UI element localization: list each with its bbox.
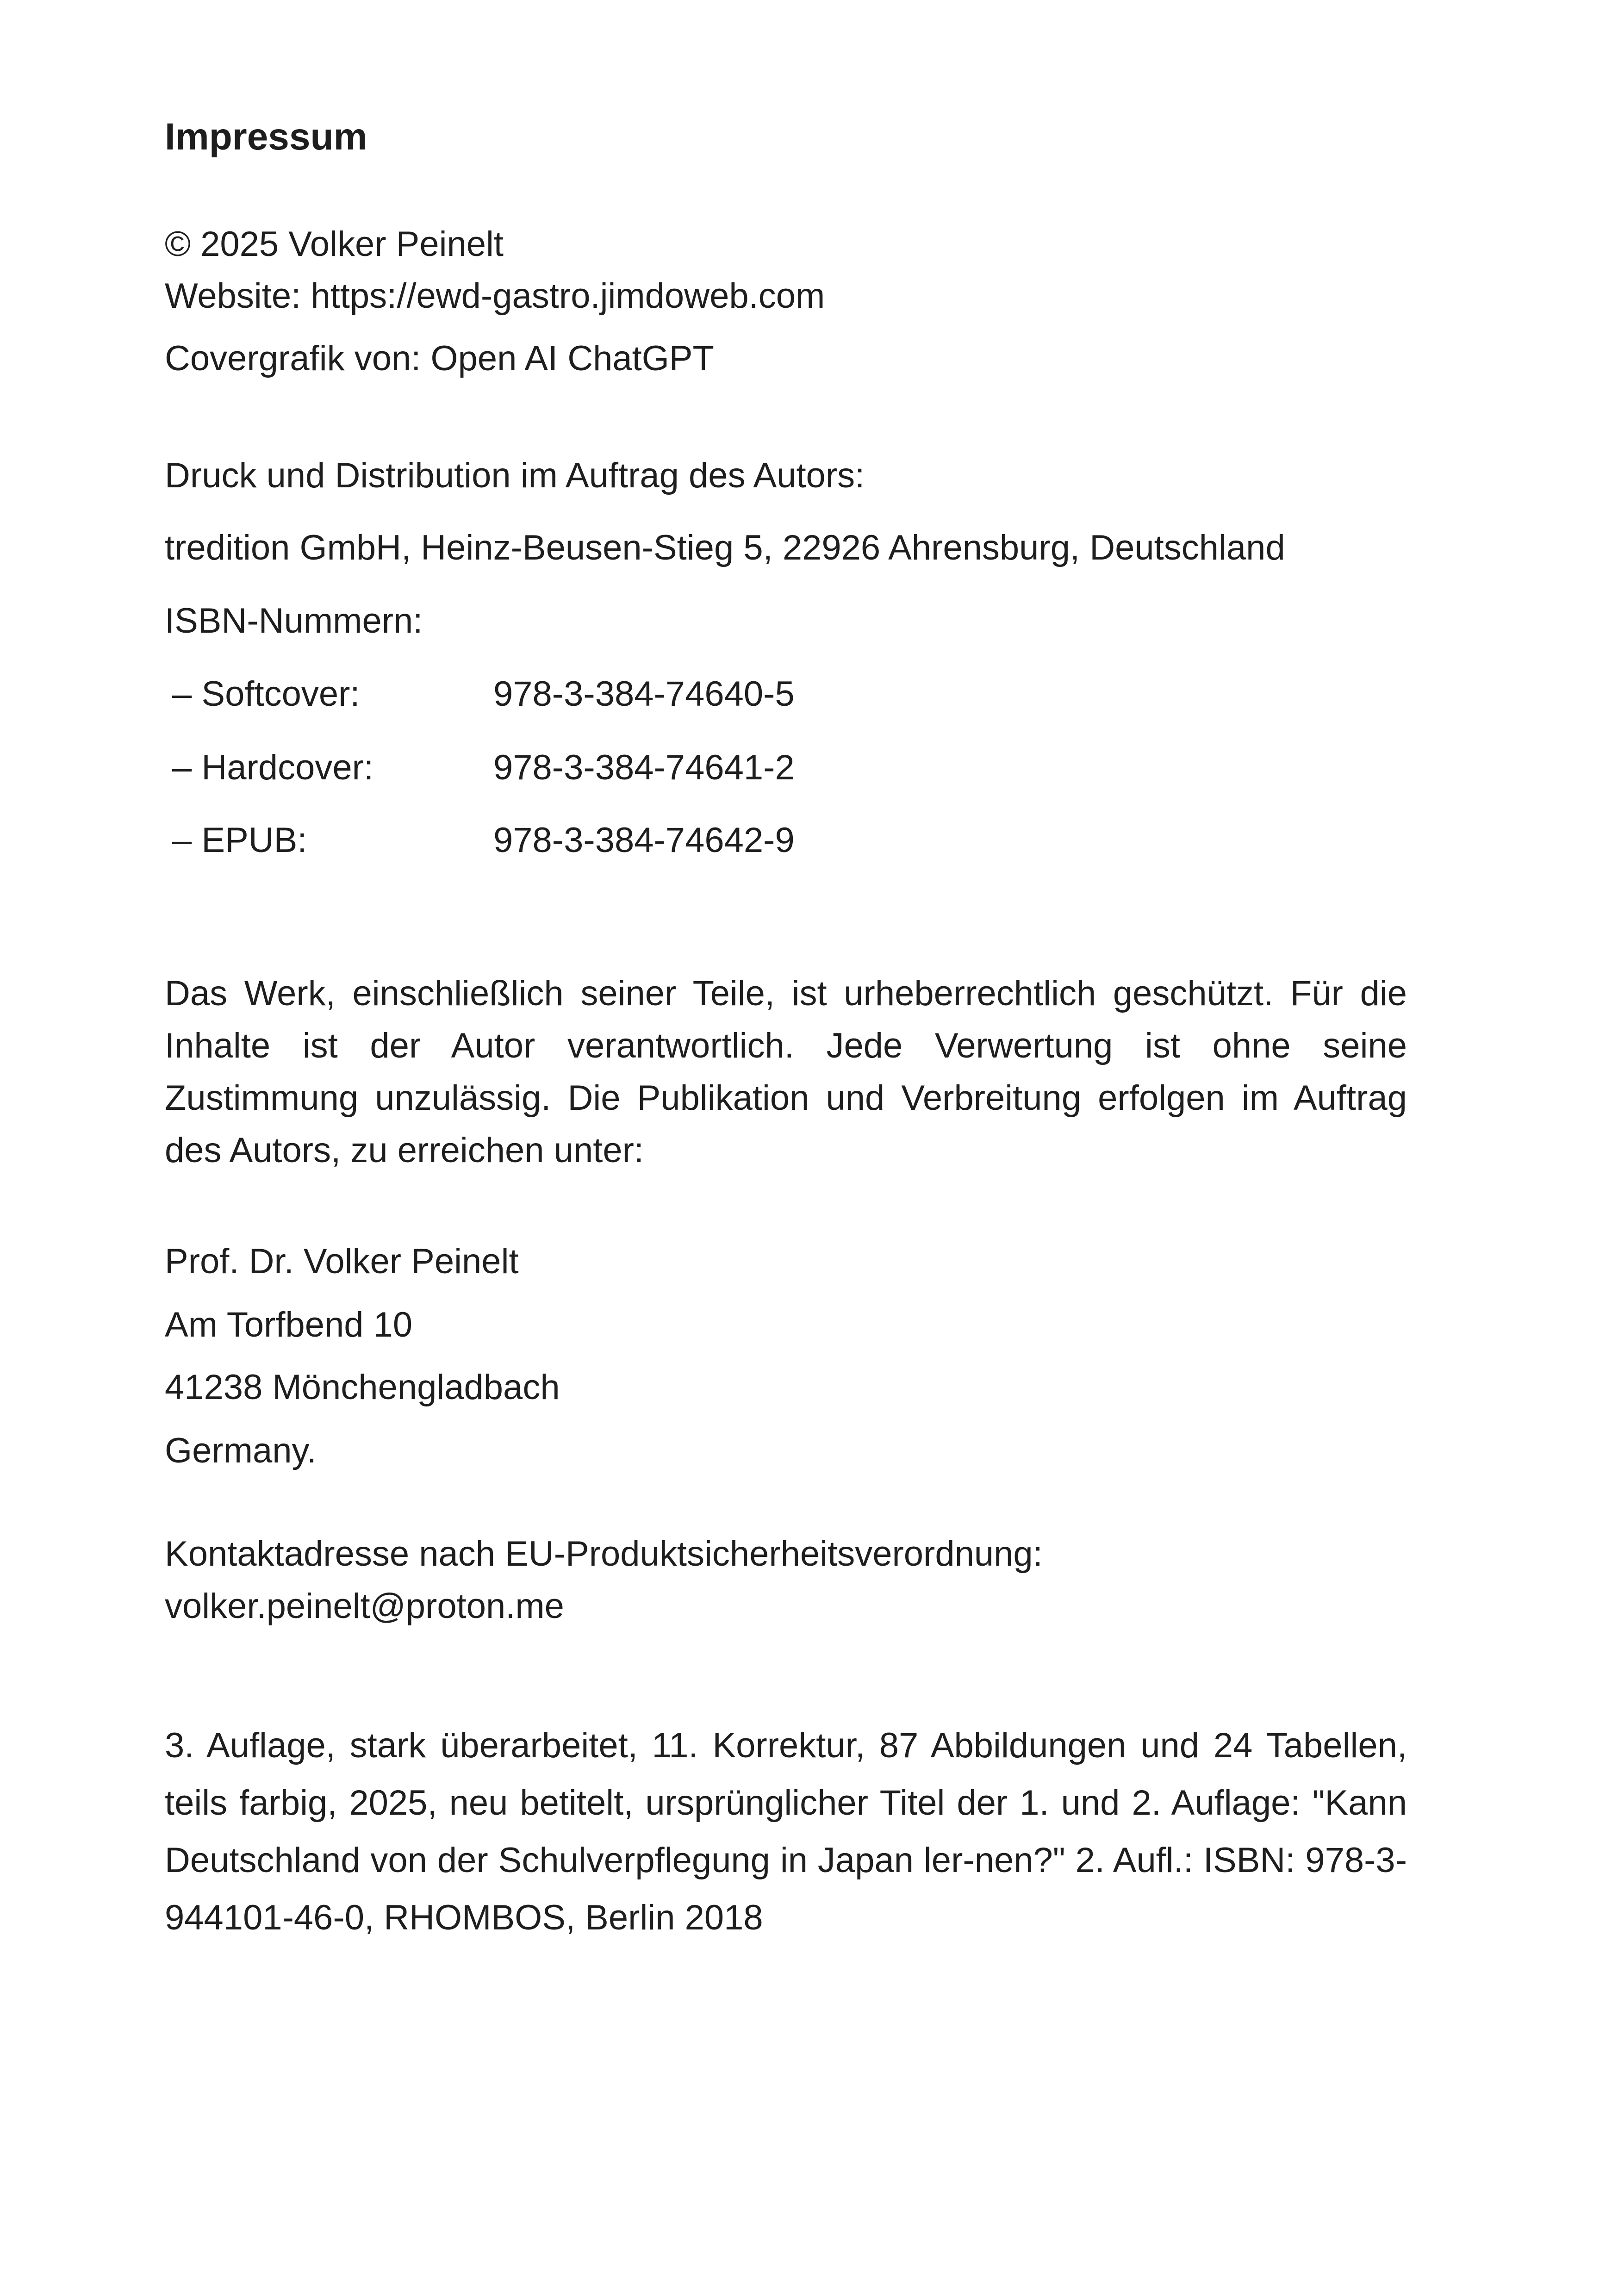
copyright-notice-paragraph: Das Werk, einschließlich seiner Teile, ist urheberrechtlich geschützt. Für die Inhalte ist der Autor verantwortlich. Jede Verwertung ist ohne seine Zustimmung unzulässig. Die Publikation und Verbreitung erfolgen im Auftrag des Autors, zu erreichen unter:: [165, 974, 1407, 1170]
contact-email-link[interactable]: volker.peinelt@proton.me: [165, 1587, 564, 1626]
edition-paragraph: 3. Auflage, stark überarbeitet, 11. Korrektur, 87 Abbildungen und 24 Tabellen, teils farbig, 2025, neu betitelt, ursprünglicher Titel der 1. und 2. Auflage: "Kann Deutschland von der Schulverpflegung in Japan ler-nen?" 2. Aufl.: ISBN: 978-3-944101-46-0, RHOMBOS, Berlin 2018: [165, 1726, 1407, 1937]
isbn-number: 978-3-384-74640-5: [493, 674, 795, 714]
isbn-row-epub: [172, 823, 795, 858]
address-name: Prof. Dr. Volker Peinelt: [165, 1242, 519, 1281]
address-country: Germany.: [165, 1431, 317, 1470]
contact-email-line: [165, 1589, 564, 1624]
contact-label: Kontaktadresse nach EU-Produktsicherheitsverordnung:: [165, 1534, 1043, 1574]
isbn-row-softcover: [172, 674, 795, 714]
website-line: [165, 276, 825, 316]
isbn-label: – EPUB:: [172, 821, 307, 860]
publisher-address-line: tredition GmbH, Heinz-Beusen-Stieg 5, 22926 Ahrensburg, Deutschland: [165, 528, 1285, 567]
isbn-heading: ISBN-Nummern:: [165, 601, 423, 641]
address-city: 41238 Mönchengladbach: [165, 1368, 560, 1407]
website-link[interactable]: Website: https://ewd-gastro.jimdoweb.com: [165, 276, 825, 316]
cover-credit-line: Covergrafik von: Open AI ChatGPT: [165, 339, 714, 378]
isbn-row-hardcover: [172, 750, 795, 785]
isbn-number: 978-3-384-74642-9: [493, 821, 795, 860]
copyright-line: © 2025 Volker Peinelt: [165, 224, 504, 264]
isbn-label: – Softcover:: [172, 674, 360, 714]
address-street: Am Torfbend 10: [165, 1305, 413, 1344]
isbn-label: – Hardcover:: [172, 748, 374, 787]
isbn-number: 978-3-384-74641-2: [493, 748, 795, 787]
page-title: Impressum: [165, 116, 367, 158]
print-distribution-line: Druck und Distribution im Auftrag des Autors:: [165, 456, 865, 495]
